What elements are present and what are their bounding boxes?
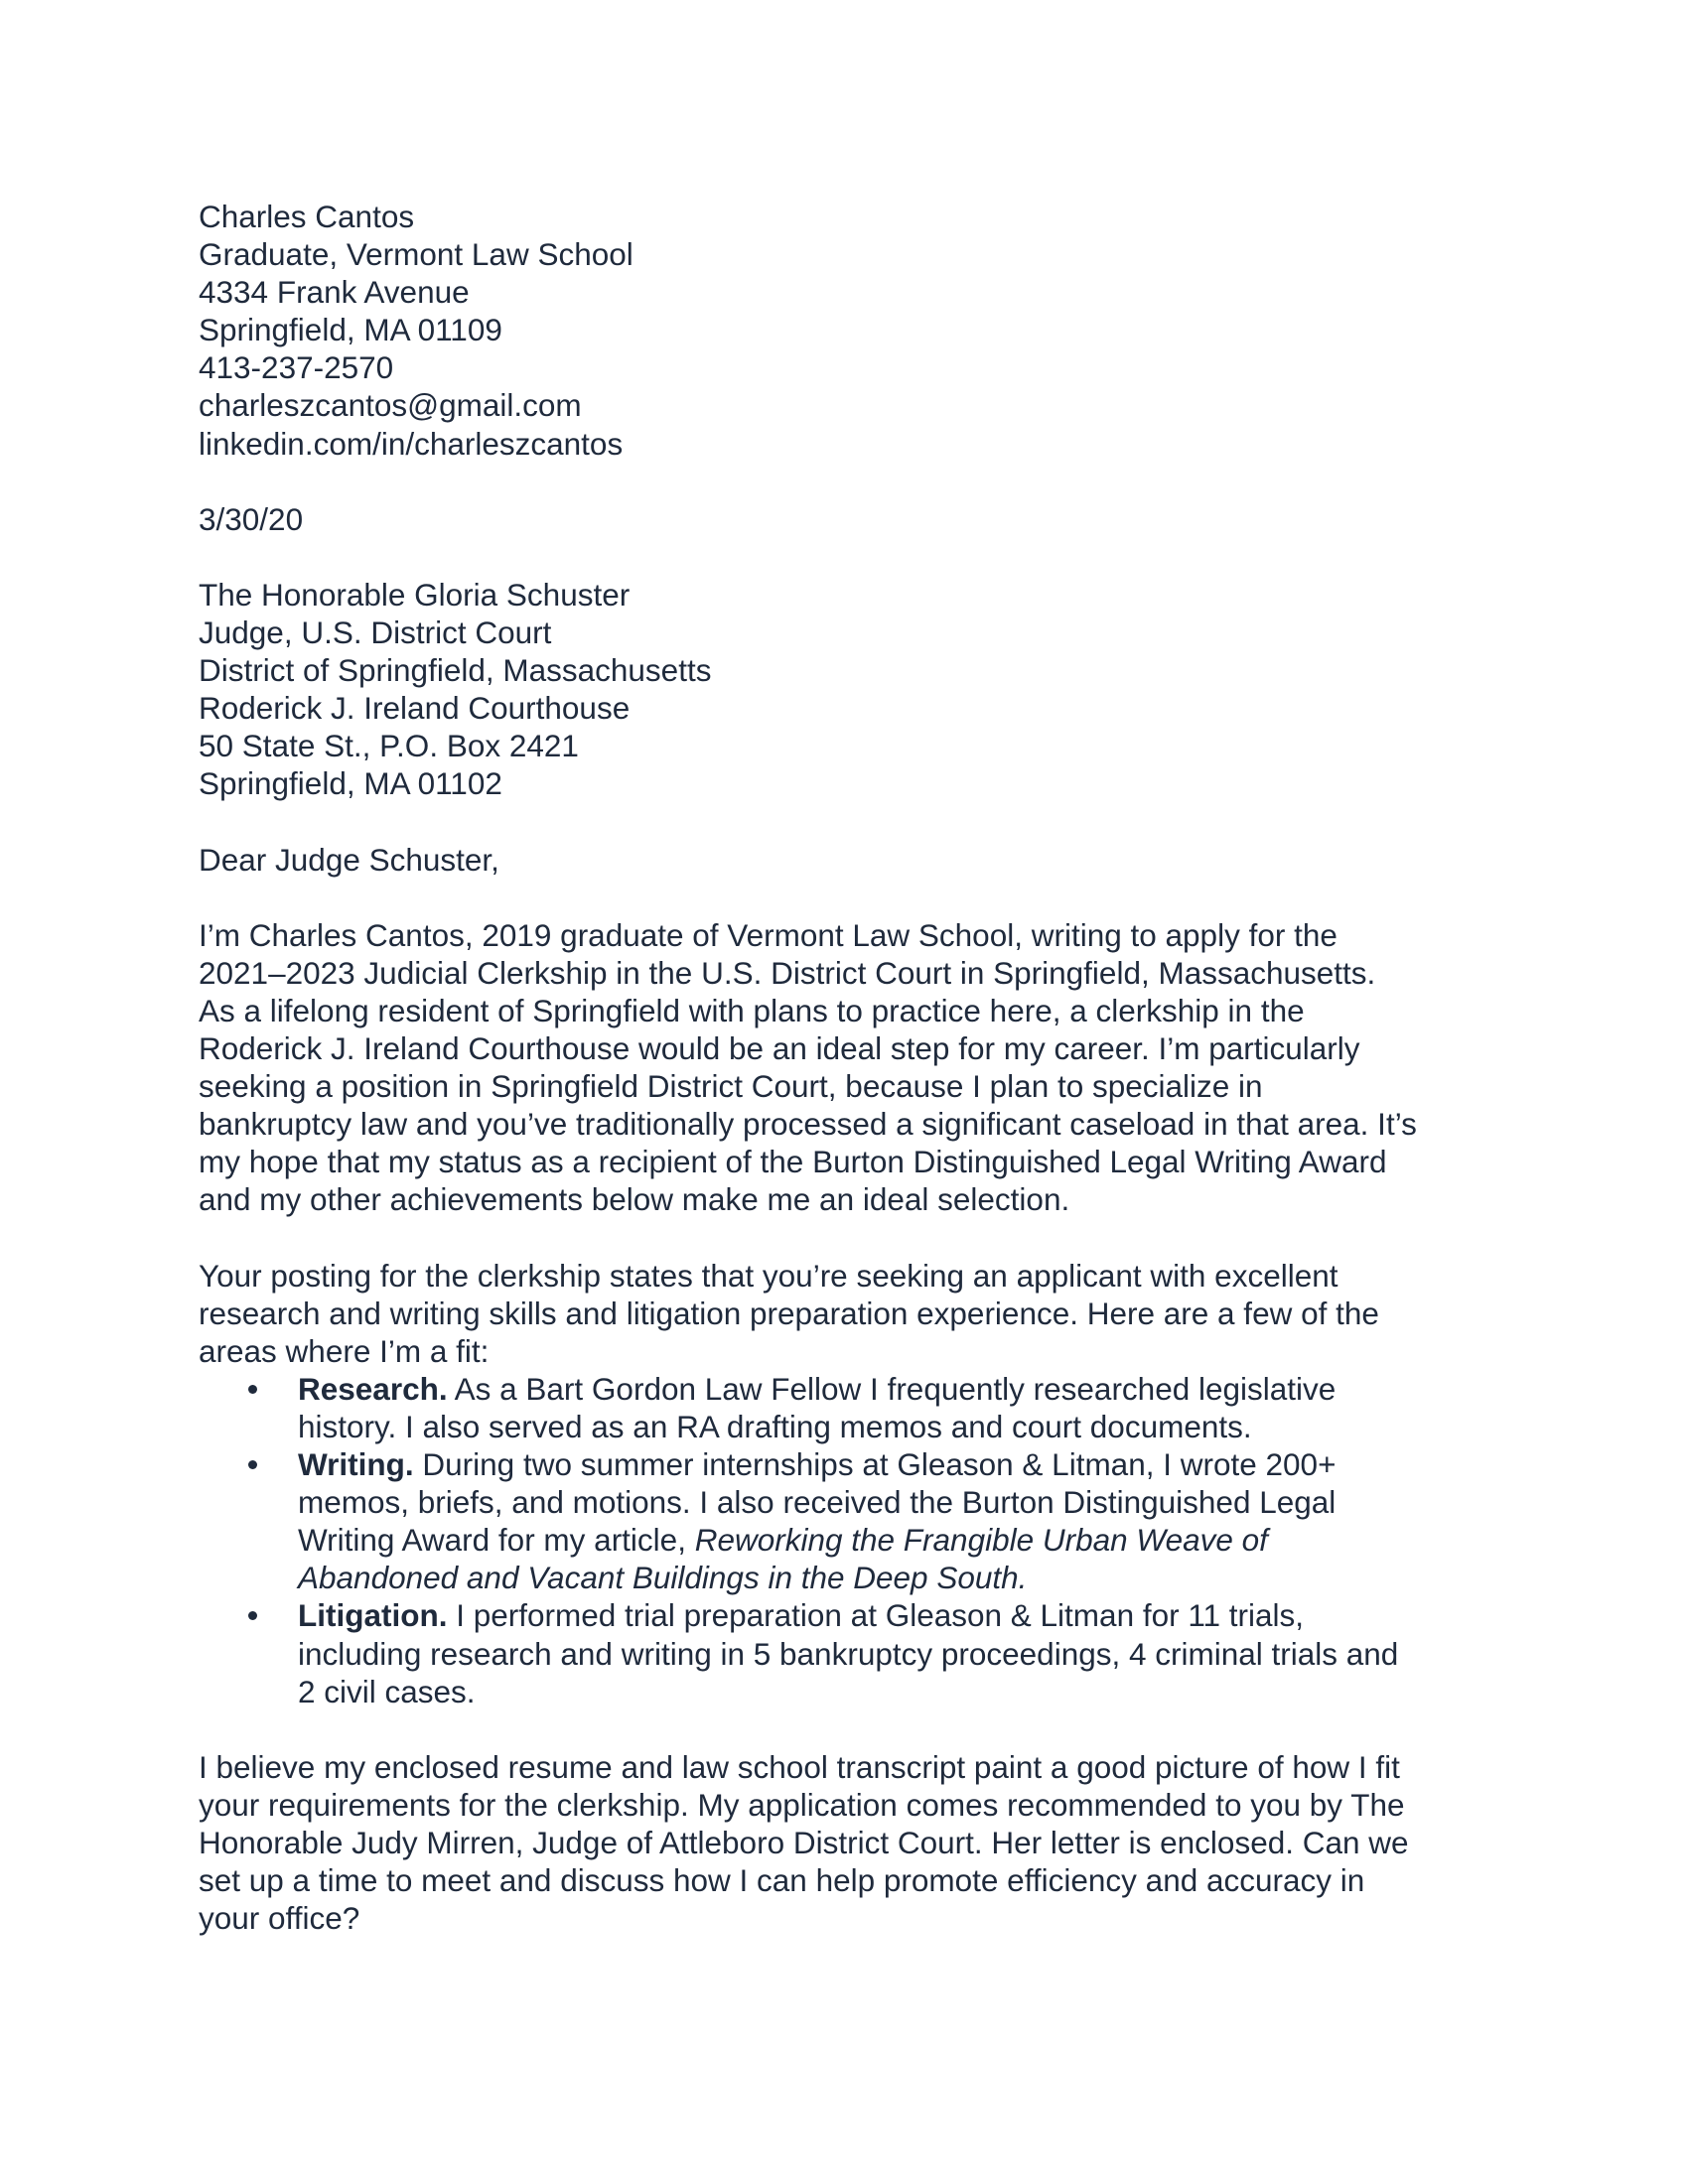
intro-line: Roderick J. Ireland Courthouse would be an ideal step for my career. I’m particularly — [199, 1030, 1360, 1067]
salutation: Dear Judge Schuster, — [199, 841, 499, 878]
letter-page — [199, 198, 1489, 1937]
fit-text: Writing Award for my article, — [298, 1522, 695, 1559]
intro-line: bankruptcy law and you’ve traditionally processed a significant caseload in that area. It’s — [199, 1106, 1417, 1143]
closing-line: I believe my enclosed resume and law school transcript paint a good picture of how I fit — [199, 1748, 1400, 1785]
recipient-block — [199, 576, 1489, 803]
fit-text: As a Bart Gordon Law Fellow I frequently researched legislative — [447, 1370, 1336, 1407]
fit-item-litigation — [199, 1596, 1489, 1709]
fit-heading: Writing. — [298, 1446, 414, 1483]
closing-line: Honorable Judy Mirren, Judge of Attleboro District Court. Her letter is enclosed. Can we — [199, 1825, 1409, 1861]
sender-street: 4334 Frank Avenue — [199, 274, 470, 311]
sender-title: Graduate, Vermont Law School — [199, 236, 633, 273]
fit-intro-line: research and writing skills and litigation preparation experience. Here are a few of the — [199, 1295, 1379, 1331]
fit-text: history. I also served as an RA drafting memos and court documents. — [298, 1409, 1252, 1444]
intro-line: seeking a position in Springfield District Court, because I plan to specialize in — [199, 1068, 1263, 1105]
fit-text: memos, briefs, and motions. I also received the Burton Distinguished Legal — [298, 1484, 1336, 1521]
article-title: Reworking the Frangible Urban Weave of — [694, 1522, 1268, 1559]
fit-item-writing — [199, 1445, 1489, 1596]
intro-line: my hope that my status as a recipient of the Burton Distinguished Legal Writing Award — [199, 1144, 1387, 1180]
recipient-name: The Honorable Gloria Schuster — [199, 576, 631, 613]
letter-date: 3/30/20 — [199, 500, 304, 537]
fit-heading: Litigation. — [298, 1597, 448, 1634]
intro-line: and my other achievements below make me an ideal selection. — [199, 1181, 1070, 1218]
intro-paragraph — [199, 916, 1489, 1219]
sender-phone: 413-237-2570 — [199, 349, 394, 386]
fit-text: 2 civil cases. — [298, 1673, 476, 1709]
fit-text: During two summer internships at Gleason & Litman, I wrote 200+ — [413, 1446, 1336, 1483]
recipient-street: 50 State St., P.O. Box 2421 — [199, 728, 579, 764]
sender-block — [199, 198, 1489, 463]
fit-text: I performed trial preparation at Gleason & Litman for 11 trials, — [447, 1597, 1305, 1634]
sender-name: Charles Cantos — [199, 199, 415, 234]
article-title-continued: Abandoned and Vacant Buildings in the Deep South. — [298, 1560, 1028, 1596]
fit-text: including research and writing in 5 bankruptcy proceedings, 4 criminal trials and — [298, 1635, 1399, 1672]
closing-paragraph — [199, 1748, 1489, 1937]
fit-list — [199, 1370, 1489, 1710]
closing-line: your requirements for the clerkship. My application comes recommended to you by The — [199, 1786, 1405, 1823]
intro-line: As a lifelong resident of Springfield with plans to practice here, a clerkship in the — [199, 992, 1305, 1028]
sender-city: Springfield, MA 01109 — [199, 312, 502, 348]
intro-line: I’m Charles Cantos, 2019 graduate of Vermont Law School, writing to apply for the — [199, 916, 1337, 953]
intro-line: 2021–2023 Judicial Clerkship in the U.S. District Court in Springfield, Massachusetts. — [199, 954, 1376, 991]
closing-line: your office? — [199, 1900, 360, 1937]
closing-line: set up a time to meet and discuss how I can help promote efficiency and accuracy in — [199, 1862, 1365, 1899]
recipient-city: Springfield, MA 01102 — [199, 765, 502, 802]
fit-heading: Research. — [298, 1370, 448, 1407]
sender-email: charleszcantos@gmail.com — [199, 387, 582, 424]
recipient-district: District of Springfield, Massachusetts — [199, 652, 712, 689]
fit-intro-line: Your posting for the clerkship states that you’re seeking an applicant with excellent — [199, 1257, 1338, 1294]
recipient-building: Roderick J. Ireland Courthouse — [199, 690, 631, 727]
recipient-title: Judge, U.S. District Court — [199, 614, 552, 651]
sender-linkedin: linkedin.com/in/charleszcantos — [199, 425, 624, 462]
fit-intro-line: areas where I’m a fit: — [199, 1332, 490, 1369]
fit-item-research — [199, 1370, 1489, 1445]
fit-intro-paragraph — [199, 1257, 1489, 1370]
